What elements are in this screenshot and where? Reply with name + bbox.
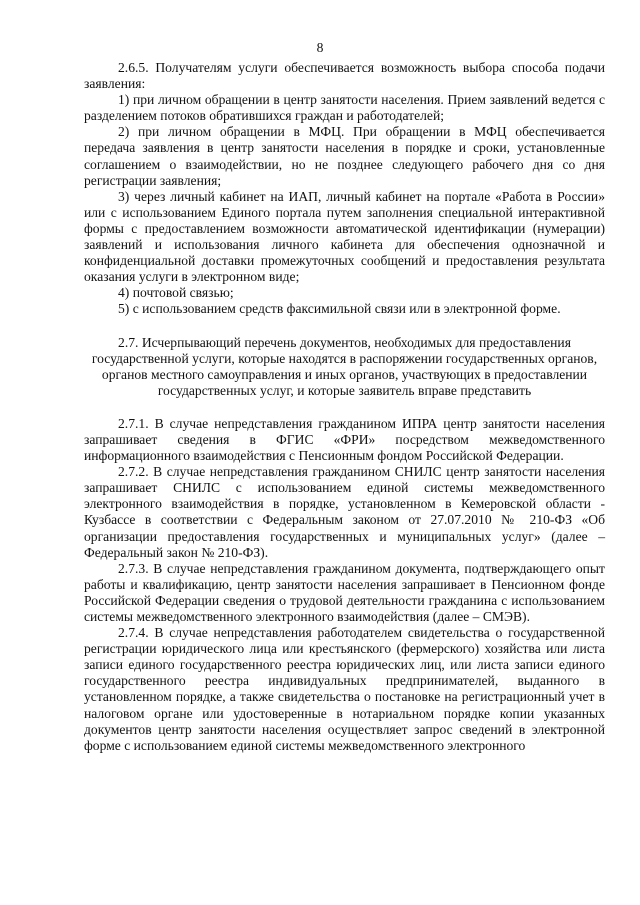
paragraph-2-7-1: 2.7.1. В случае непредставления гражданином ИПРА центр занятости населения запрашивает сведения в ФГИС «ФРИ» посредством межведомственного информационного взаимодействия с Пенсионным фондом Российской Федерации. bbox=[84, 415, 605, 464]
paragraph-2-7-3: 2.7.3. В случае непредставления гражданином документа, подтверждающего опыт работы и квалификацию, центр занятости населения запрашивает в Пенсионном фонде Российской Федерации сведения о трудовой деятельности гражданина с использованием системы межведомственного электронного взаимодействия (далее – СМЭВ). bbox=[84, 560, 605, 624]
page-number: 8 bbox=[316, 40, 324, 55]
list-item-1: 1) при личном обращении в центр занятости населения. Прием заявлений ведется с разделением потоков обратившихся граждан и работодателей; bbox=[84, 92, 605, 124]
list-item-2: 2) при личном обращении в МФЦ. При обращении в МФЦ обеспечивается передача заявления в центр занятости населения в порядке и сроки, установленные соглашением о взаимодействии, но не позднее следующего рабочего дня со дня регистрации заявления; bbox=[84, 124, 605, 188]
list-item-4: 4) почтовой связью; bbox=[118, 285, 234, 301]
list-item-3: 3) через личный кабинет на ИАП, личный кабинет на портале «Работа в России» или с использованием Единого портала путем заполнения специальной интерактивной формы с предоставлением возможности автоматической идентификации (нумерации) заявлений и использования личного кабинета для обеспечения однозначной и конфиденциальной доставки промежуточных сообщений и предоставления результата оказания услуги в электронном виде; bbox=[84, 188, 605, 285]
paragraph-2-6-5-intro: 2.6.5. Получателям услуги обеспечивается возможность выбора способа подачи заявления: bbox=[84, 60, 605, 92]
list-item-5: 5) с использованием средств факсимильной связи или в электронной форме. bbox=[118, 301, 561, 317]
paragraph-2-7-4: 2.7.4. В случае непредставления работодателем свидетельства о государственной регистрации юридического лица или крестьянского (фермерского) хозяйства или листа записи единого государственного реестра юридических лиц, или листа записи единого государственного реестра индивидуальных предпринимателей, выданного в установленном порядке, а также свидетельства о постановке на регистрационный учет в налоговом органе или удостоверенные в нотариальном порядке копии указанных документов центр занятости населения осуществляет запрос сведений в электронной форме с использованием единой системы межведомственного электронного bbox=[84, 625, 605, 753]
section-heading-2-7: 2.7. Исчерпывающий перечень документов, необходимых для предоставления государственной услуги, которые находятся в распоряжении государственных органов, органов местного самоуправления и иных органов, участвующих в предоставлении государственных услуг, и которые заявитель вправе представить bbox=[91, 334, 598, 398]
paragraph-2-7-2: 2.7.2. В случае непредставления гражданином СНИЛС центр занятости населения запрашивает СНИЛС с использованием единой системы межведомственного электронного взаимодействия в порядке, установленном в Кемеровской области - Кузбассе в соответствии с Федеральным законом от 27.07.2010 № 210-ФЗ «Об организации предоставления государственных и муниципальных услуг» (далее – Федеральный закон № 210-ФЗ). bbox=[84, 464, 605, 560]
document-body bbox=[84, 60, 605, 754]
